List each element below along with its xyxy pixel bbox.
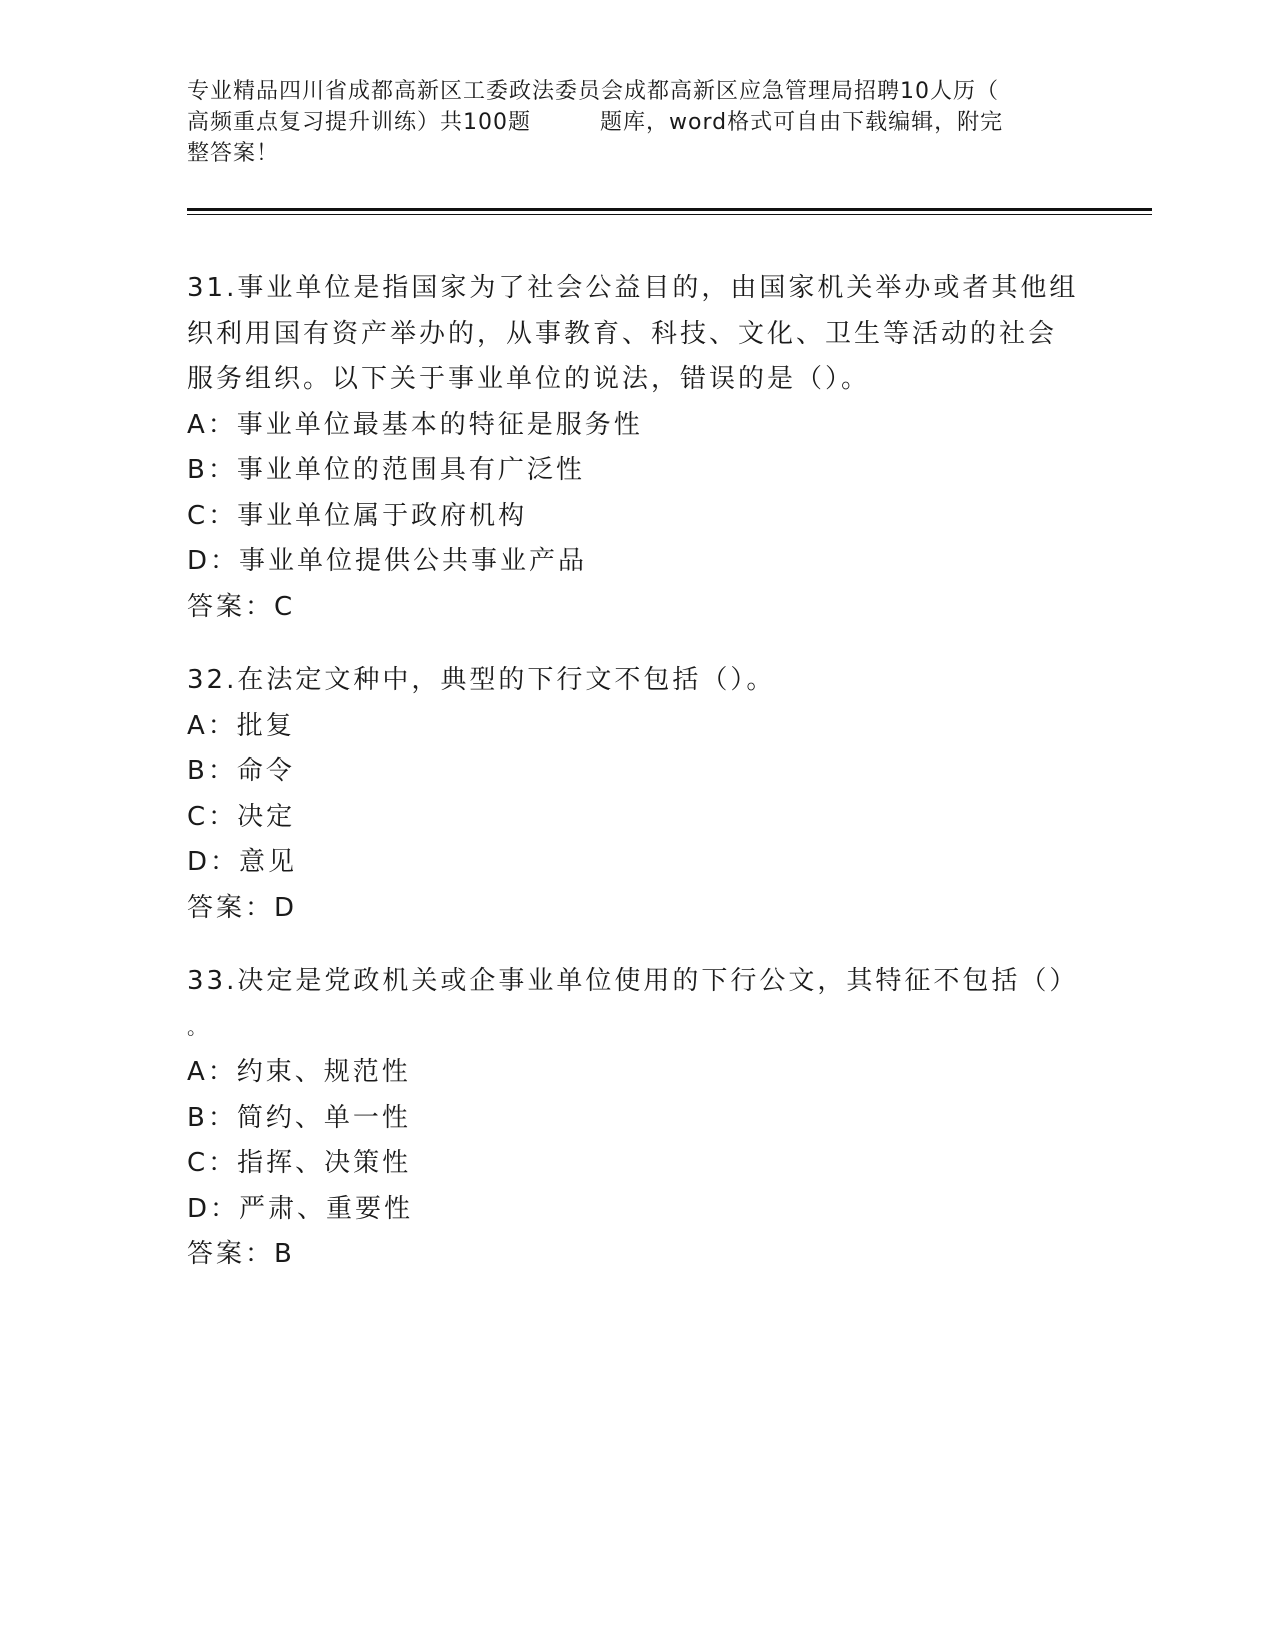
- question-stem: 服务组织。以下关于事业单位的说法，错误的是（）。: [187, 364, 871, 394]
- answer: 答案：C: [187, 591, 296, 622]
- question-stem: 。: [187, 1014, 210, 1039]
- option-a: A：批复: [187, 710, 295, 741]
- option-a: A：事业单位最基本的特征是服务性: [187, 409, 643, 440]
- header-divider-thick: [187, 208, 1152, 211]
- option-c: C：事业单位属于政府机构: [187, 500, 528, 531]
- question-32: [187, 658, 1087, 931]
- question-stem: 织利用国有资产举办的，从事教育、科技、文化、卫生等活动的社会: [187, 318, 1058, 349]
- answer: 答案：D: [187, 892, 298, 923]
- option-d: D：意见: [187, 847, 298, 877]
- header-line: 高频重点复习提升训练）共100题 题库，word格式可自由下载编辑，附完: [187, 110, 1004, 135]
- header-line: 整答案！: [187, 141, 280, 166]
- option-b: B：命令: [187, 756, 295, 786]
- question-33: [187, 959, 1087, 1278]
- question-stem: 32.在法定文种中，典型的下行文不包括（）。: [187, 665, 776, 695]
- option-b: B：简约、单一性: [187, 1102, 411, 1133]
- option-d: D：严肃、重要性: [187, 1193, 414, 1224]
- option-c: C：指挥、决策性: [187, 1148, 412, 1178]
- option-c: C：决定: [187, 801, 296, 832]
- document-header: [187, 76, 1067, 169]
- question-stem: 33.决定是党政机关或企事业单位使用的下行公文，其特征不包括（）: [187, 966, 1079, 996]
- option-d: D：事业单位提供公共事业产品: [187, 546, 588, 576]
- header-divider-thin: [187, 214, 1152, 215]
- header-line: 专业精品四川省成都高新区工委政法委员会成都高新区应急管理局招聘10人历（: [187, 79, 999, 104]
- question-list: [187, 266, 1087, 1306]
- option-b: B：事业单位的范围具有广泛性: [187, 455, 585, 485]
- question-31: [187, 266, 1087, 630]
- answer: 答案：B: [187, 1239, 295, 1269]
- option-a: A：约束、规范性: [187, 1057, 411, 1087]
- question-stem: 31.事业单位是指国家为了社会公益目的，由国家机关举办或者其他组: [187, 273, 1079, 303]
